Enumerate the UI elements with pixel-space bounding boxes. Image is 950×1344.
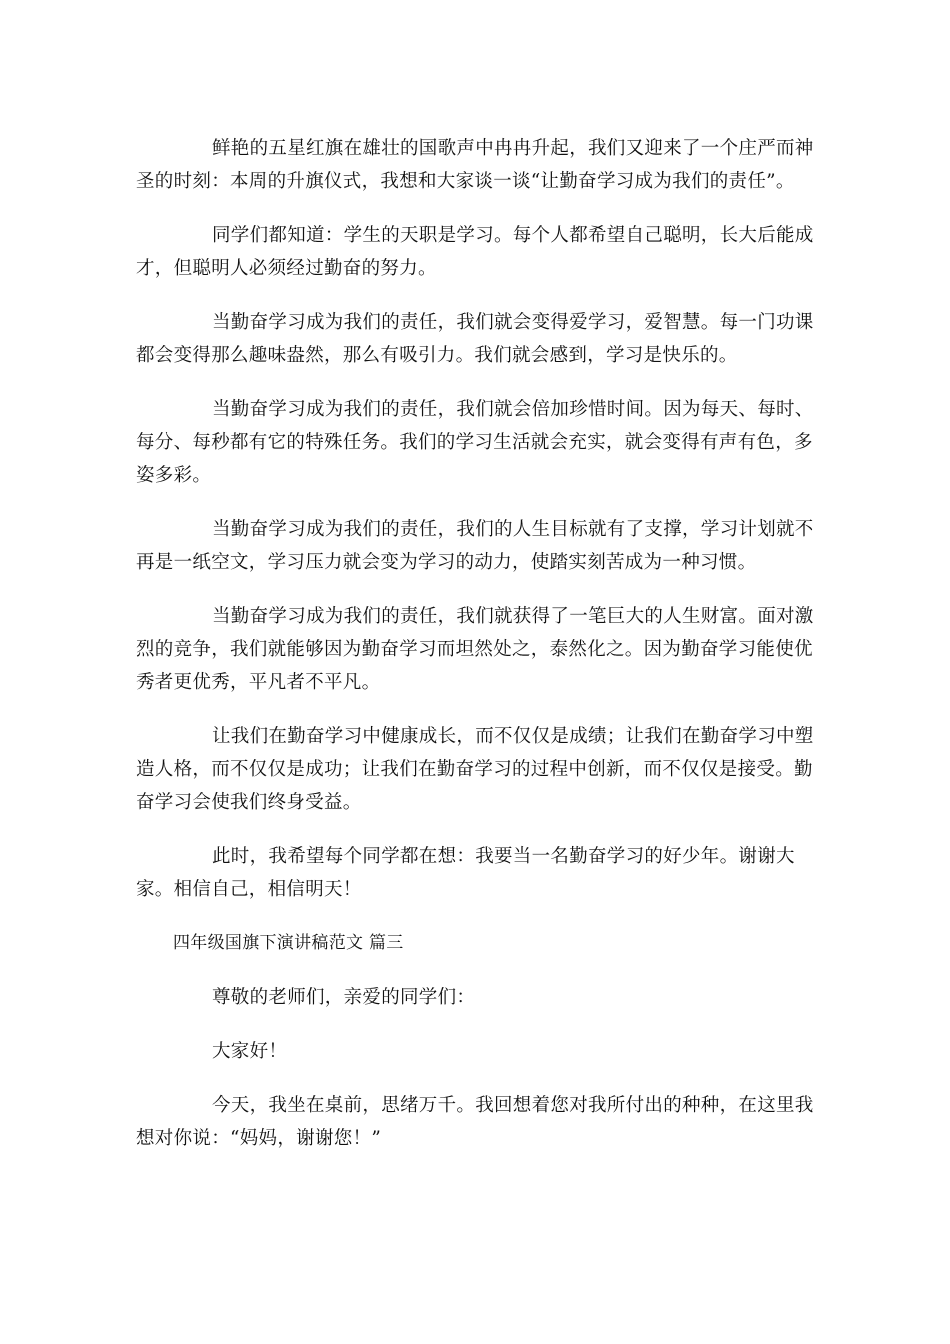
paragraph-5: 当勤奋学习成为我们的责任，我们的人生目标就有了支撑，学习计划就不再是一纸空文，学习压力就会变为学习的动力，使踏实刻苦成为一种习惯。: [136, 519, 814, 573]
closing-paragraph: 今天，我坐在桌前，思绪万千。我回想着您对我所付出的种种，在这里我想对你说：“妈妈，谢谢您！”: [136, 1095, 814, 1149]
document-page: [136, 132, 826, 1176]
section-heading: 四年级国旗下演讲稿范文 篇三: [173, 933, 404, 953]
paragraph-2: 同学们都知道：学生的天职是学习。每个人都希望自己聪明，长大后能成才，但聪明人必须经过勤奋的努力。: [136, 225, 814, 279]
paragraph-7: 让我们在勤奋学习中健康成长，而不仅仅是成绩；让我们在勤奋学习中塑造人格，而不仅仅是成功；让我们在勤奋学习的过程中创新，而不仅仅是接受。勤奋学习会使我们终身受益。: [136, 726, 814, 813]
paragraph-1: 鲜艳的五星红旗在雄壮的国歌声中冉冉升起，我们又迎来了一个庄严而神圣的时刻：本周的升旗仪式，我想和大家谈一谈“让勤奋学习成为我们的责任”。: [136, 138, 814, 192]
salutation: 尊敬的老师们，亲爱的同学们：: [212, 987, 476, 1008]
paragraph-4: 当勤奋学习成为我们的责任，我们就会倍加珍惜时间。因为每天、每时、每分、每秒都有它的特殊任务。我们的学习生活就会充实，就会变得有声有色，多姿多彩。: [136, 399, 814, 486]
paragraph-3: 当勤奋学习成为我们的责任，我们就会变得爱学习，爱智慧。每一门功课都会变得那么趣味盎然，那么有吸引力。我们就会感到，学习是快乐的。: [136, 312, 814, 366]
paragraph-8: 此时，我希望每个同学都在想：我要当一名勤奋学习的好少年。谢谢大家。相信自己，相信明天！: [136, 846, 795, 900]
paragraph-6: 当勤奋学习成为我们的责任，我们就获得了一笔巨大的人生财富。面对激烈的竞争，我们就能够因为勤奋学习而坦然处之，泰然化之。因为勤奋学习能使优秀者更优秀，平凡者不平凡。: [136, 606, 814, 693]
greeting: 大家好！: [212, 1041, 288, 1062]
